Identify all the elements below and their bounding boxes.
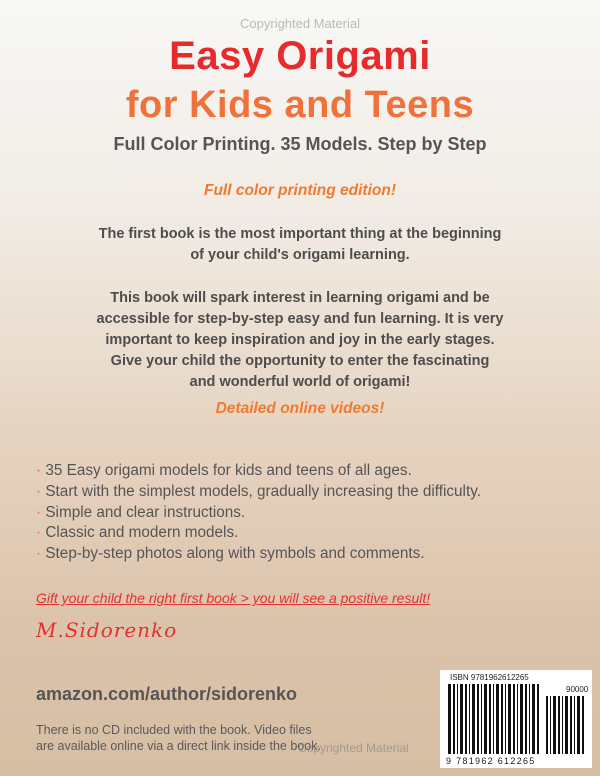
barcode-bar <box>558 696 560 754</box>
description-paragraph <box>40 288 560 393</box>
feature-item: · Classic and modern models. <box>36 524 239 542</box>
barcode-bar <box>553 696 556 754</box>
barcode-bar <box>520 684 523 754</box>
barcode-bar <box>532 684 535 754</box>
barcode-bar <box>489 684 491 754</box>
description-line: accessible for step-by-step easy and fun learning. It is very <box>96 311 504 327</box>
barcode-bar <box>546 696 548 754</box>
barcode-bar <box>513 684 515 754</box>
feature-item: · Step-by-step photos along with symbols and comments. <box>36 545 425 563</box>
feature-item: · Simple and clear instructions. <box>36 503 246 521</box>
feature-item: · Start with the simplest models, gradually increasing the difficulty. <box>36 482 481 500</box>
barcode-bar <box>496 684 499 754</box>
bullet-marker: · <box>36 524 42 542</box>
barcode-bar <box>517 684 518 754</box>
barcode-bar <box>508 684 511 754</box>
videos-tagline: Detailed online videos! <box>215 400 385 417</box>
gift-line: Gift your child the right first book > you will see a positive result! <box>36 590 431 606</box>
description-line: and wonderful world of origami! <box>189 374 411 390</box>
barcode-bar <box>529 684 530 754</box>
bullet-marker: · <box>36 503 42 521</box>
bullet-marker: · <box>36 482 42 500</box>
cd-note-line: There is no CD included with the book. Video files <box>36 723 312 737</box>
amazon-author-url: amazon.com/author/sidorenko <box>36 684 298 704</box>
barcode-bar <box>484 684 487 754</box>
barcode-bar <box>525 684 527 754</box>
edition-tagline: Full color printing edition! <box>203 182 396 199</box>
cd-note-line: are available online via a direct link inside the book. <box>36 739 321 753</box>
barcode-bar <box>448 684 451 754</box>
barcode-bar <box>582 696 584 754</box>
book-title-line2: for Kids and Teens <box>125 84 475 126</box>
barcode-bar <box>469 684 470 754</box>
author-signature: M.Sidorenko <box>36 618 178 642</box>
barcode-bar <box>505 684 506 754</box>
price-code: 90000 <box>566 685 589 694</box>
book-title-line1: Easy Origami <box>169 34 431 78</box>
intro-line: of your child's origami learning. <box>190 247 410 263</box>
barcode-bar <box>574 696 575 754</box>
barcode-bar <box>565 696 568 754</box>
watermark-bottom: Copyrighted Material <box>298 741 409 755</box>
intro-paragraph <box>40 224 560 266</box>
description-line: This book will spark interest in learning origami and be <box>110 290 490 306</box>
bullet-marker: · <box>36 545 42 563</box>
barcode-bar <box>472 684 475 754</box>
barcode-bar <box>570 696 572 754</box>
barcode-bar <box>577 696 580 754</box>
barcode-bar <box>550 696 551 754</box>
intro-line: The first book is the most important thing at the beginning <box>98 226 502 242</box>
barcode-bar <box>457 684 458 754</box>
barcode-bar <box>481 684 482 754</box>
bullet-marker: · <box>36 462 42 479</box>
feature-item: · 35 Easy origami models for kids and teens of all ages. <box>36 462 412 479</box>
barcode-bar <box>501 684 503 754</box>
barcode-bar <box>453 684 455 754</box>
description-line: important to keep inspiration and joy in the early stages. <box>105 332 495 348</box>
ean-digits: 9 781962 612265 <box>446 756 536 766</box>
barcode-bar <box>562 696 563 754</box>
barcode-bar <box>460 684 463 754</box>
feature-list <box>36 461 576 565</box>
barcode-bar <box>537 684 539 754</box>
barcode-bar <box>465 684 467 754</box>
barcode-bar <box>477 684 479 754</box>
description-line: Give your child the opportunity to enter the fascinating <box>110 353 490 369</box>
watermark-top: Copyrighted Material <box>240 16 360 31</box>
book-subtitle: Full Color Printing. 35 Models. Step by Step <box>113 134 487 154</box>
barcode-bar <box>493 684 494 754</box>
isbn-number: ISBN 9781962612265 <box>450 673 529 682</box>
